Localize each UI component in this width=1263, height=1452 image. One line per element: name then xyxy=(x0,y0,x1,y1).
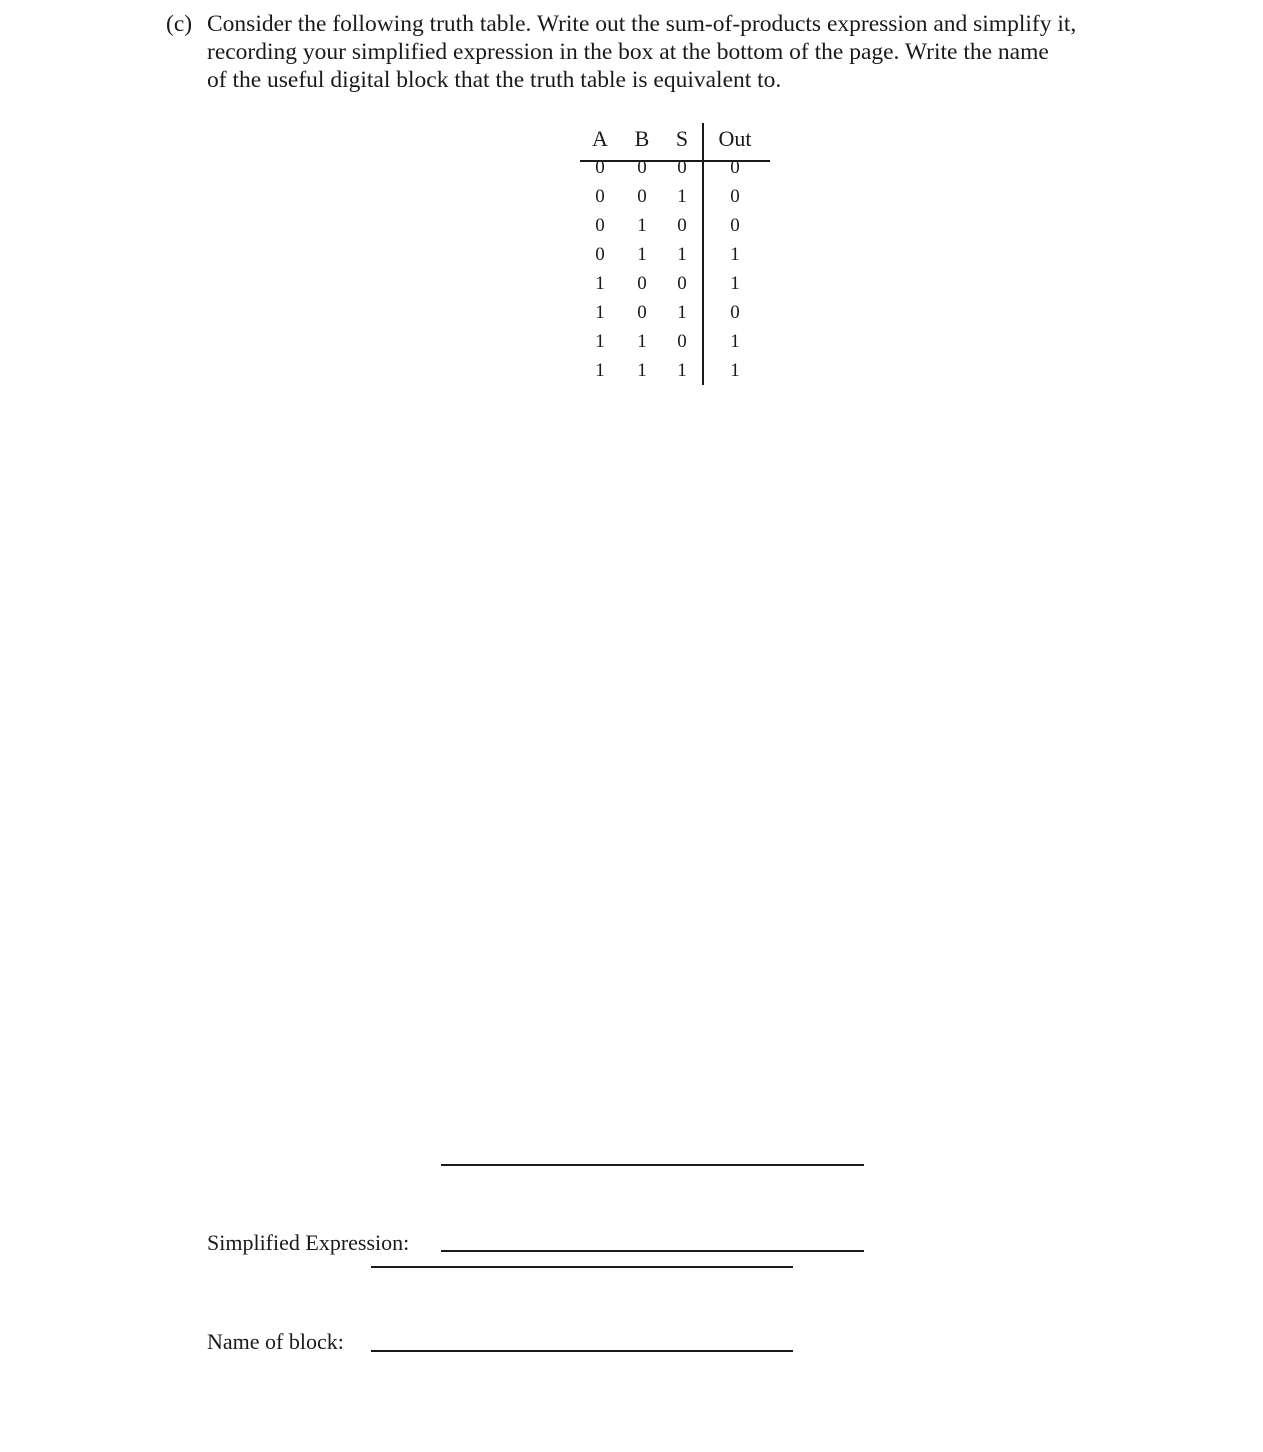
table-cell-b: 0 xyxy=(637,302,647,323)
question-label: (c) xyxy=(166,11,193,37)
table-cell-out: 0 xyxy=(730,302,740,323)
table-cell-a: 1 xyxy=(595,273,605,294)
table-cell-s: 0 xyxy=(677,331,687,352)
question-line: of the useful digital block that the truth table is equivalent to. xyxy=(207,67,782,93)
question-line: recording your simplified expression in the box at the bottom of the page. Write the name xyxy=(207,39,1049,65)
table-cell-out: 0 xyxy=(730,215,740,236)
table-cell-b: 1 xyxy=(637,331,647,352)
table-cell-b: 0 xyxy=(637,157,647,178)
table-cell-out: 0 xyxy=(730,186,740,207)
table-cell-out: 1 xyxy=(730,273,740,294)
table-cell-s: 1 xyxy=(677,360,687,381)
question-text xyxy=(207,10,1156,94)
table-cell-out: 0 xyxy=(730,157,740,178)
question-c xyxy=(166,10,1156,94)
table-divider-vertical xyxy=(702,123,704,385)
table-cell-a: 0 xyxy=(595,157,605,178)
name-of-block-label: Name of block: xyxy=(207,1329,344,1354)
table-cell-s: 0 xyxy=(677,273,687,294)
simplified-expression-line[interactable] xyxy=(441,1250,864,1252)
table-header-s: S xyxy=(675,126,689,151)
table-cell-out: 1 xyxy=(730,244,740,265)
table-cell-b: 0 xyxy=(637,186,647,207)
answer-line[interactable] xyxy=(371,1266,793,1268)
table-cell-s: 1 xyxy=(677,244,687,265)
table-cell-s: 0 xyxy=(677,157,687,178)
simplified-expression-label: Simplified Expression: xyxy=(207,1230,410,1255)
table-cell-s: 0 xyxy=(677,215,687,236)
table-cell-b: 1 xyxy=(637,244,647,265)
table-cell-a: 0 xyxy=(595,244,605,265)
table-cell-a: 0 xyxy=(595,215,605,236)
table-cell-b: 1 xyxy=(637,360,647,381)
table-header-b: B xyxy=(634,126,650,151)
table-cell-out: 1 xyxy=(730,331,740,352)
name-of-block-line[interactable] xyxy=(371,1350,793,1352)
table-cell-s: 1 xyxy=(677,186,687,207)
table-cell-out: 1 xyxy=(730,360,740,381)
table-cell-a: 0 xyxy=(595,186,605,207)
table-cell-a: 1 xyxy=(595,360,605,381)
table-header-a: A xyxy=(592,126,608,151)
answer-line[interactable] xyxy=(441,1164,864,1166)
table-cell-b: 0 xyxy=(637,273,647,294)
table-cell-a: 1 xyxy=(595,302,605,323)
truth-table xyxy=(580,120,770,386)
table-cell-s: 1 xyxy=(677,302,687,323)
table-cell-a: 1 xyxy=(595,331,605,352)
table-cell-b: 1 xyxy=(637,215,647,236)
table-header-out: Out xyxy=(718,126,752,151)
question-line: Consider the following truth table. Write out the sum-of-products expression and simplify it, xyxy=(207,11,1077,37)
